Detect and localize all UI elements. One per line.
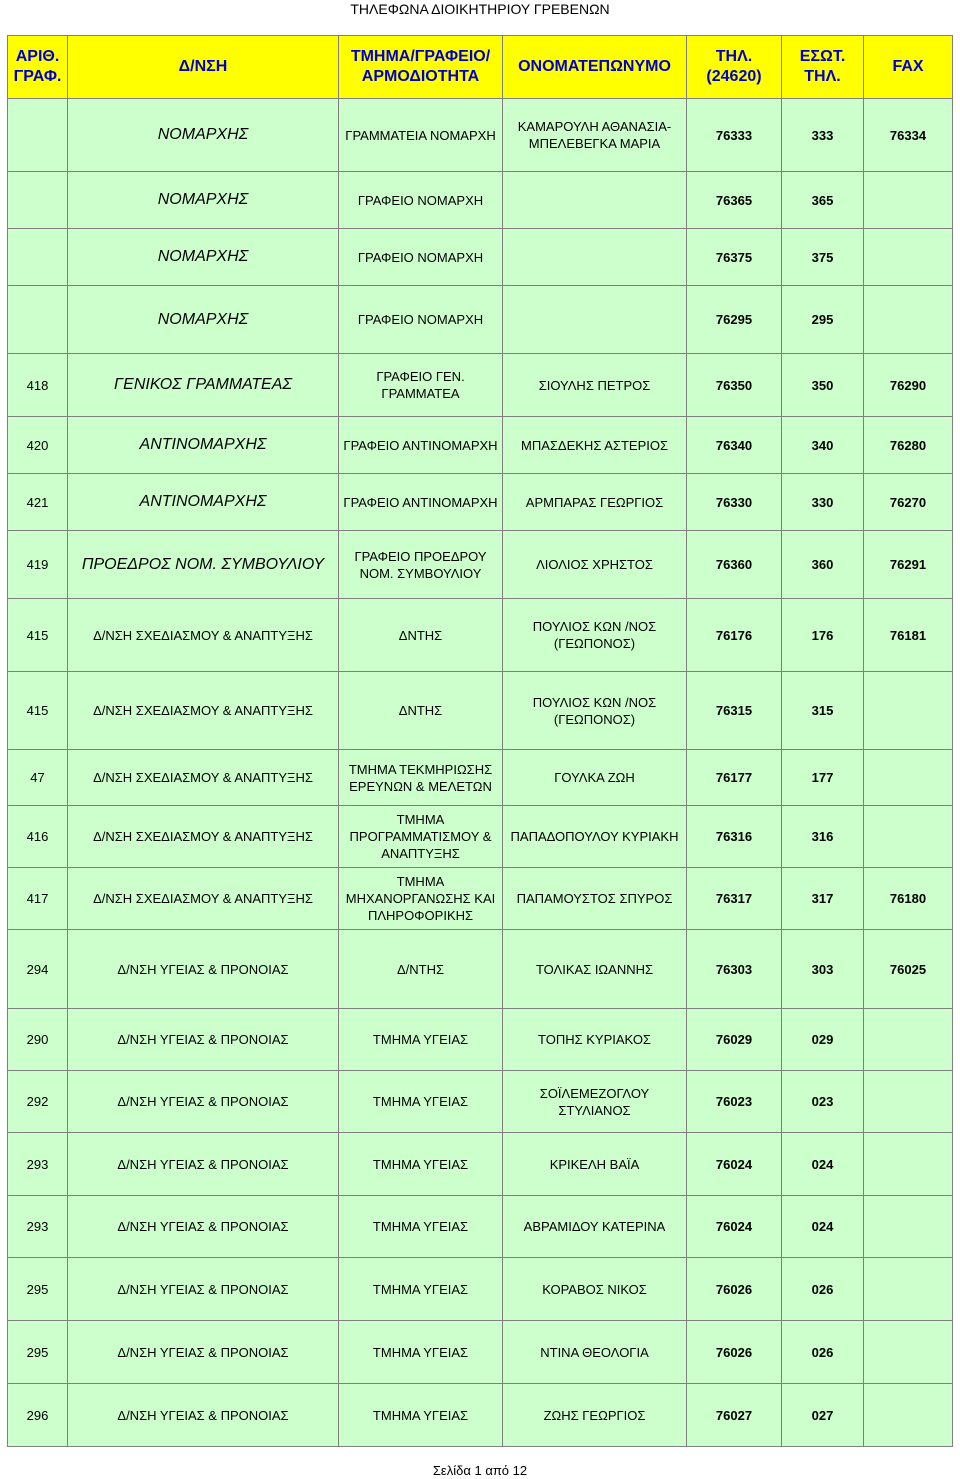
cell-directorate: ΠΡΟΕΔΡΟΣ ΝΟΜ. ΣΥΜΒΟΥΛΙΟΥ bbox=[68, 531, 339, 599]
cell-name: ΚΟΡΑΒΟΣ ΝΙΚΟΣ bbox=[503, 1258, 687, 1321]
header-directorate: Δ/ΝΣΗ bbox=[68, 36, 339, 99]
cell-name: ΣΟΪΛΕΜΕΖΟΓΛΟΥ ΣΤΥΛΙΑΝΟΣ bbox=[503, 1071, 687, 1133]
cell-office-no: 293 bbox=[8, 1133, 68, 1196]
cell-fax bbox=[864, 672, 953, 750]
cell-ext: 027 bbox=[782, 1384, 864, 1447]
table-row bbox=[8, 286, 953, 354]
cell-ext: 317 bbox=[782, 868, 864, 930]
cell-name: ΚΑΜΑΡΟΥΛΗ ΑΘΑΝΑΣΙΑ- ΜΠΕΛΕΒΕΓΚΑ ΜΑΡΙΑ bbox=[503, 99, 687, 172]
cell-fax bbox=[864, 1321, 953, 1384]
cell-department: ΓΡΑΦΕΙΟ ΑΝΤΙΝΟΜΑΡΧΗ bbox=[339, 474, 503, 531]
cell-tel: 76333 bbox=[687, 99, 782, 172]
cell-department: ΔΝΤΗΣ bbox=[339, 672, 503, 750]
cell-ext: 029 bbox=[782, 1009, 864, 1071]
cell-name: ΚΡΙΚΕΛΗ ΒΑΪΑ bbox=[503, 1133, 687, 1196]
table-row bbox=[8, 1321, 953, 1384]
cell-directorate: ΑΝΤΙΝΟΜΑΡΧΗΣ bbox=[68, 474, 339, 531]
table-row bbox=[8, 1071, 953, 1133]
table-row bbox=[8, 1258, 953, 1321]
cell-office-no bbox=[8, 229, 68, 286]
table-row bbox=[8, 354, 953, 417]
cell-office-no: 420 bbox=[8, 417, 68, 474]
table-row bbox=[8, 672, 953, 750]
cell-ext: 340 bbox=[782, 417, 864, 474]
table-row bbox=[8, 417, 953, 474]
cell-directorate: Δ/ΝΣΗ ΣΧΕΔΙΑΣΜΟΥ & ΑΝΑΠΤΥΞΗΣ bbox=[68, 672, 339, 750]
cell-fax bbox=[864, 172, 953, 229]
table-row bbox=[8, 1196, 953, 1258]
cell-department: ΔΝΤΗΣ bbox=[339, 599, 503, 672]
cell-name: ΠΟΥΛΙΟΣ ΚΩΝ /ΝΟΣ (ΓΕΩΠΟΝΟΣ) bbox=[503, 672, 687, 750]
cell-ext: 177 bbox=[782, 750, 864, 806]
cell-fax: 76280 bbox=[864, 417, 953, 474]
cell-ext: 365 bbox=[782, 172, 864, 229]
table-row bbox=[8, 1009, 953, 1071]
table-row bbox=[8, 1384, 953, 1447]
cell-department: Δ/ΝΤΗΣ bbox=[339, 930, 503, 1009]
cell-office-no: 415 bbox=[8, 672, 68, 750]
cell-directorate: Δ/ΝΣΗ ΥΓΕΙΑΣ & ΠΡΟΝΟΙΑΣ bbox=[68, 1196, 339, 1258]
cell-name: ΣΙΟΥΛΗΣ ΠΕΤΡΟΣ bbox=[503, 354, 687, 417]
cell-tel: 76024 bbox=[687, 1196, 782, 1258]
cell-department: ΓΡΑΦΕΙΟ ΝΟΜΑΡΧΗ bbox=[339, 172, 503, 229]
cell-office-no: 293 bbox=[8, 1196, 68, 1258]
table-row bbox=[8, 930, 953, 1009]
cell-directorate: Δ/ΝΣΗ ΥΓΕΙΑΣ & ΠΡΟΝΟΙΑΣ bbox=[68, 1321, 339, 1384]
cell-name: ΓΟΥΛΚΑ ΖΩΗ bbox=[503, 750, 687, 806]
cell-department: ΤΜΗΜΑ ΥΓΕΙΑΣ bbox=[339, 1009, 503, 1071]
cell-tel: 76303 bbox=[687, 930, 782, 1009]
cell-ext: 303 bbox=[782, 930, 864, 1009]
table-row bbox=[8, 868, 953, 930]
cell-office-no: 295 bbox=[8, 1258, 68, 1321]
cell-fax bbox=[864, 1133, 953, 1196]
cell-fax: 76334 bbox=[864, 99, 953, 172]
cell-fax bbox=[864, 229, 953, 286]
cell-tel: 76330 bbox=[687, 474, 782, 531]
cell-office-no: 418 bbox=[8, 354, 68, 417]
cell-directorate: Δ/ΝΣΗ ΥΓΕΙΑΣ & ΠΡΟΝΟΙΑΣ bbox=[68, 1384, 339, 1447]
cell-directorate: Δ/ΝΣΗ ΥΓΕΙΑΣ & ΠΡΟΝΟΙΑΣ bbox=[68, 1133, 339, 1196]
table-row bbox=[8, 99, 953, 172]
cell-directorate: Δ/ΝΣΗ ΣΧΕΔΙΑΣΜΟΥ & ΑΝΑΠΤΥΞΗΣ bbox=[68, 806, 339, 868]
cell-department: ΓΡΑΦΕΙΟ ΑΝΤΙΝΟΜΑΡΧΗ bbox=[339, 417, 503, 474]
table-row bbox=[8, 474, 953, 531]
cell-ext: 350 bbox=[782, 354, 864, 417]
header-office-no: ΑΡΙΘ. ΓΡΑΦ. bbox=[8, 36, 68, 99]
cell-directorate: ΝΟΜΑΡΧΗΣ bbox=[68, 172, 339, 229]
cell-department: ΓΡΑΦΕΙΟ ΝΟΜΑΡΧΗ bbox=[339, 286, 503, 354]
cell-tel: 76026 bbox=[687, 1321, 782, 1384]
cell-name: ΠΑΠΑΔΟΠΟΥΛΟΥ ΚΥΡΙΑΚΗ bbox=[503, 806, 687, 868]
cell-ext: 316 bbox=[782, 806, 864, 868]
cell-ext: 026 bbox=[782, 1321, 864, 1384]
cell-name: ΠΑΠΑΜΟΥΣΤΟΣ ΣΠΥΡΟΣ bbox=[503, 868, 687, 930]
cell-department: ΤΜΗΜΑ ΥΓΕΙΑΣ bbox=[339, 1196, 503, 1258]
table-row bbox=[8, 750, 953, 806]
table-row bbox=[8, 806, 953, 868]
cell-tel: 76316 bbox=[687, 806, 782, 868]
cell-fax: 76291 bbox=[864, 531, 953, 599]
cell-name bbox=[503, 172, 687, 229]
table-row bbox=[8, 599, 953, 672]
cell-office-no: 417 bbox=[8, 868, 68, 930]
cell-department: ΤΜΗΜΑ ΜΗΧΑΝΟΡΓΑΝΩΣΗΣ ΚΑΙ ΠΛΗΡΟΦΟΡΙΚΗΣ bbox=[339, 868, 503, 930]
table-row bbox=[8, 1133, 953, 1196]
cell-ext: 315 bbox=[782, 672, 864, 750]
document-title: ΤΗΛΕΦΩΝΑ ΔΙΟΙΚΗΤΗΡΙΟΥ ΓΡΕΒΕΝΩΝ bbox=[350, 1, 610, 17]
cell-office-no: 421 bbox=[8, 474, 68, 531]
cell-department: ΓΡΑΦΕΙΟ ΝΟΜΑΡΧΗ bbox=[339, 229, 503, 286]
cell-directorate: Δ/ΝΣΗ ΥΓΕΙΑΣ & ΠΡΟΝΟΙΑΣ bbox=[68, 1071, 339, 1133]
cell-directorate: ΓΕΝΙΚΟΣ ΓΡΑΜΜΑΤΕΑΣ bbox=[68, 354, 339, 417]
cell-fax: 76270 bbox=[864, 474, 953, 531]
cell-directorate: Δ/ΝΣΗ ΥΓΕΙΑΣ & ΠΡΟΝΟΙΑΣ bbox=[68, 930, 339, 1009]
cell-fax bbox=[864, 750, 953, 806]
cell-directorate: ΝΟΜΑΡΧΗΣ bbox=[68, 99, 339, 172]
cell-tel: 76029 bbox=[687, 1009, 782, 1071]
cell-office-no: 292 bbox=[8, 1071, 68, 1133]
cell-ext: 360 bbox=[782, 531, 864, 599]
cell-department: ΤΜΗΜΑ ΥΓΕΙΑΣ bbox=[339, 1384, 503, 1447]
cell-office-no: 415 bbox=[8, 599, 68, 672]
header-name: ΟΝΟΜΑΤΕΠΩΝΥΜΟ bbox=[503, 36, 687, 99]
cell-ext: 330 bbox=[782, 474, 864, 531]
cell-tel: 76295 bbox=[687, 286, 782, 354]
cell-tel: 76176 bbox=[687, 599, 782, 672]
cell-directorate: Δ/ΝΣΗ ΥΓΕΙΑΣ & ΠΡΟΝΟΙΑΣ bbox=[68, 1009, 339, 1071]
cell-name: ΛΙΟΛΙΟΣ ΧΡΗΣΤΟΣ bbox=[503, 531, 687, 599]
cell-name: ΤΟΠΗΣ ΚΥΡΙΑΚΟΣ bbox=[503, 1009, 687, 1071]
cell-ext: 333 bbox=[782, 99, 864, 172]
header-department: ΤΜΗΜΑ/ΓΡΑΦΕΙΟ/ ΑΡΜΟΔΙΟΤΗΤΑ bbox=[339, 36, 503, 99]
cell-directorate: Δ/ΝΣΗ ΣΧΕΔΙΑΣΜΟΥ & ΑΝΑΠΤΥΞΗΣ bbox=[68, 750, 339, 806]
cell-department: ΤΜΗΜΑ ΠΡΟΓΡΑΜΜΑΤΙΣΜΟΥ & ΑΝΑΠΤΥΞΗΣ bbox=[339, 806, 503, 868]
cell-fax: 76290 bbox=[864, 354, 953, 417]
table-row bbox=[8, 531, 953, 599]
cell-ext: 295 bbox=[782, 286, 864, 354]
cell-department: ΤΜΗΜΑ ΥΓΕΙΑΣ bbox=[339, 1071, 503, 1133]
cell-office-no bbox=[8, 99, 68, 172]
table-row bbox=[8, 229, 953, 286]
cell-fax: 76180 bbox=[864, 868, 953, 930]
cell-fax bbox=[864, 1196, 953, 1258]
cell-office-no: 419 bbox=[8, 531, 68, 599]
cell-tel: 76027 bbox=[687, 1384, 782, 1447]
cell-office-no bbox=[8, 172, 68, 229]
cell-name: ΜΠΑΣΔΕΚΗΣ ΑΣΤΕΡΙΟΣ bbox=[503, 417, 687, 474]
table-row bbox=[8, 172, 953, 229]
cell-department: ΓΡΑΜΜΑΤΕΙΑ ΝΟΜΑΡΧΗ bbox=[339, 99, 503, 172]
cell-ext: 023 bbox=[782, 1071, 864, 1133]
cell-ext: 024 bbox=[782, 1133, 864, 1196]
cell-tel: 76026 bbox=[687, 1258, 782, 1321]
cell-tel: 76350 bbox=[687, 354, 782, 417]
cell-directorate: ΝΟΜΑΡΧΗΣ bbox=[68, 286, 339, 354]
cell-fax bbox=[864, 1258, 953, 1321]
cell-office-no: 296 bbox=[8, 1384, 68, 1447]
cell-office-no: 295 bbox=[8, 1321, 68, 1384]
cell-name: ΝΤΙΝΑ ΘΕΟΛΟΓΙΑ bbox=[503, 1321, 687, 1384]
cell-fax bbox=[864, 1384, 953, 1447]
cell-department: ΤΜΗΜΑ ΥΓΕΙΑΣ bbox=[339, 1133, 503, 1196]
table-body bbox=[8, 99, 953, 1447]
cell-office-no: 416 bbox=[8, 806, 68, 868]
cell-tel: 76360 bbox=[687, 531, 782, 599]
cell-fax bbox=[864, 1071, 953, 1133]
cell-directorate: ΑΝΤΙΝΟΜΑΡΧΗΣ bbox=[68, 417, 339, 474]
cell-tel: 76317 bbox=[687, 868, 782, 930]
cell-tel: 76365 bbox=[687, 172, 782, 229]
header-row bbox=[8, 36, 953, 99]
header-tel: ΤΗΛ. (24620) bbox=[687, 36, 782, 99]
cell-directorate: ΝΟΜΑΡΧΗΣ bbox=[68, 229, 339, 286]
cell-fax: 76025 bbox=[864, 930, 953, 1009]
header-fax: FAX bbox=[864, 36, 953, 99]
phone-directory-table bbox=[7, 35, 953, 1447]
cell-tel: 76024 bbox=[687, 1133, 782, 1196]
cell-office-no bbox=[8, 286, 68, 354]
cell-fax: 76181 bbox=[864, 599, 953, 672]
cell-name: ΤΟΛΙΚΑΣ ΙΩΑΝΝΗΣ bbox=[503, 930, 687, 1009]
cell-name bbox=[503, 286, 687, 354]
cell-ext: 026 bbox=[782, 1258, 864, 1321]
cell-name bbox=[503, 229, 687, 286]
cell-name: ΠΟΥΛΙΟΣ ΚΩΝ /ΝΟΣ (ΓΕΩΠΟΝΟΣ) bbox=[503, 599, 687, 672]
cell-tel: 76375 bbox=[687, 229, 782, 286]
cell-department: ΤΜΗΜΑ ΥΓΕΙΑΣ bbox=[339, 1321, 503, 1384]
cell-office-no: 294 bbox=[8, 930, 68, 1009]
cell-name: ΖΩΗΣ ΓΕΩΡΓΙΟΣ bbox=[503, 1384, 687, 1447]
cell-tel: 76340 bbox=[687, 417, 782, 474]
cell-tel: 76177 bbox=[687, 750, 782, 806]
cell-department: ΓΡΑΦΕΙΟ ΓΕΝ. ΓΡΑΜΜΑΤΕΑ bbox=[339, 354, 503, 417]
cell-department: ΓΡΑΦΕΙΟ ΠΡΟΕΔΡΟΥ ΝΟΜ. ΣΥΜΒΟΥΛΙΟΥ bbox=[339, 531, 503, 599]
cell-department: ΤΜΗΜΑ ΥΓΕΙΑΣ bbox=[339, 1258, 503, 1321]
cell-fax bbox=[864, 286, 953, 354]
cell-tel: 76023 bbox=[687, 1071, 782, 1133]
cell-fax bbox=[864, 1009, 953, 1071]
cell-department: ΤΜΗΜΑ ΤΕΚΜΗΡΙΩΣΗΣ ΕΡΕΥΝΩΝ & ΜΕΛΕΤΩΝ bbox=[339, 750, 503, 806]
cell-tel: 76315 bbox=[687, 672, 782, 750]
cell-office-no: 47 bbox=[8, 750, 68, 806]
cell-directorate: Δ/ΝΣΗ ΥΓΕΙΑΣ & ΠΡΟΝΟΙΑΣ bbox=[68, 1258, 339, 1321]
page-footer: Σελίδα 1 από 12 bbox=[432, 1463, 528, 1478]
cell-ext: 176 bbox=[782, 599, 864, 672]
cell-ext: 375 bbox=[782, 229, 864, 286]
header-ext: ΕΣΩΤ. ΤΗΛ. bbox=[782, 36, 864, 99]
cell-directorate: Δ/ΝΣΗ ΣΧΕΔΙΑΣΜΟΥ & ΑΝΑΠΤΥΞΗΣ bbox=[68, 868, 339, 930]
cell-name: ΑΡΜΠΑΡΑΣ ΓΕΩΡΓΙΟΣ bbox=[503, 474, 687, 531]
cell-directorate: Δ/ΝΣΗ ΣΧΕΔΙΑΣΜΟΥ & ΑΝΑΠΤΥΞΗΣ bbox=[68, 599, 339, 672]
cell-fax bbox=[864, 806, 953, 868]
cell-office-no: 290 bbox=[8, 1009, 68, 1071]
cell-ext: 024 bbox=[782, 1196, 864, 1258]
cell-name: ΑΒΡΑΜΙΔΟΥ ΚΑΤΕΡΙΝΑ bbox=[503, 1196, 687, 1258]
